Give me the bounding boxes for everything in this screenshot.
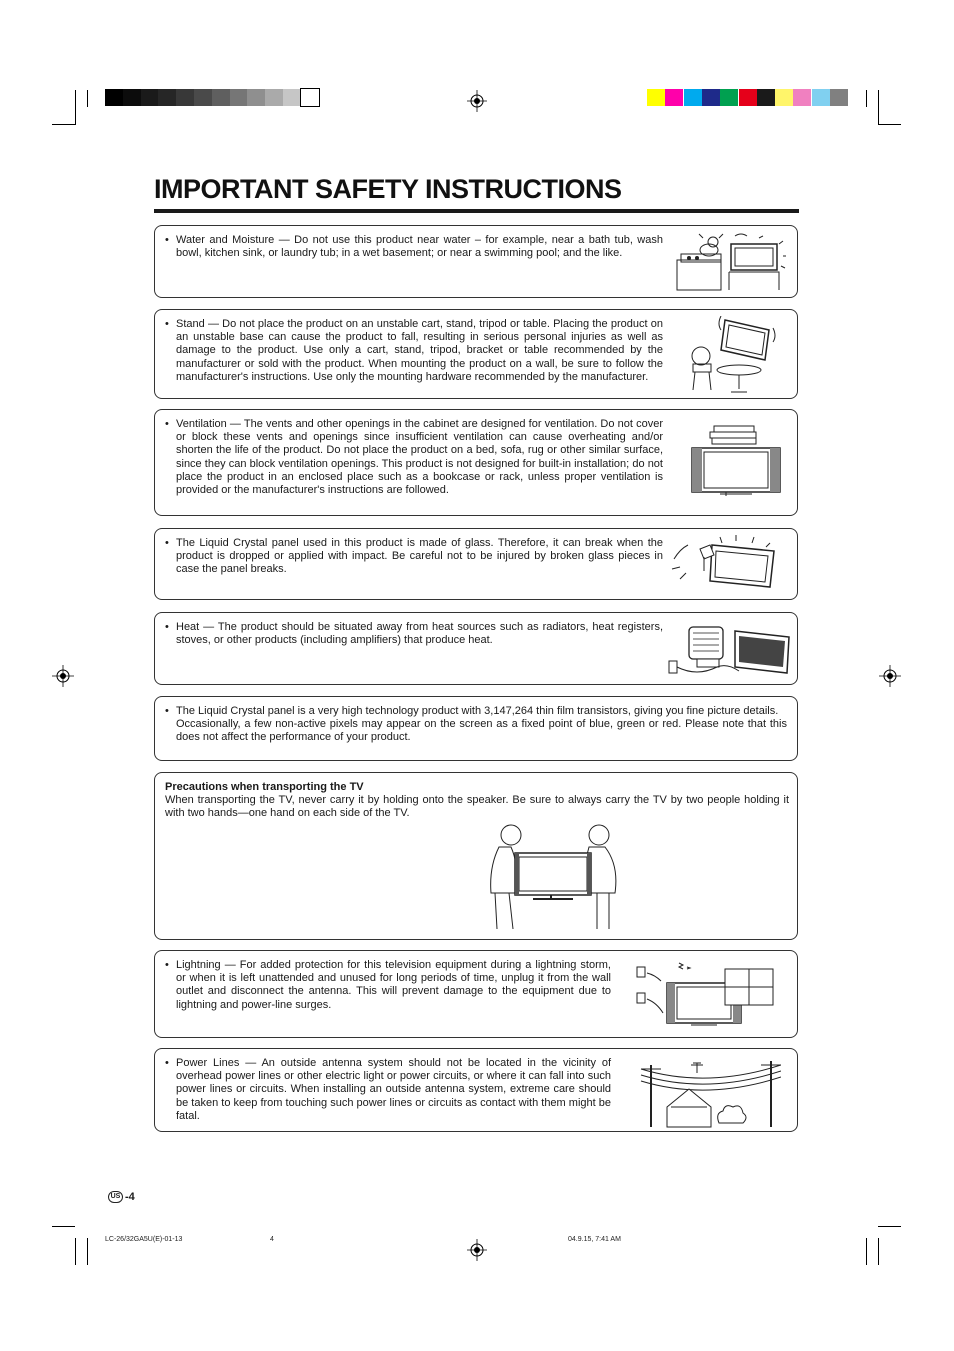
footer-file: LC-26/32GA5U(E)-01-13 xyxy=(105,1236,183,1243)
list-item xyxy=(165,705,787,745)
crop-mark xyxy=(878,1238,879,1265)
color-swatch xyxy=(684,89,702,106)
instruction-text: Lightning — For added protection for this television equipment during a lightning storm, or when it is left unattended and unused for long periods of time, unplug it from the wall outlet and disconnect the antenna. This will prevent damage to the equipment due to lightning and power-line surges. xyxy=(176,959,611,1011)
transport-heading: Precautions when transporting the TV xyxy=(165,781,364,793)
bullet: • xyxy=(165,959,169,971)
power-lines-illustration-icon xyxy=(637,1059,781,1129)
registration-mark-icon xyxy=(52,665,74,687)
page-number-text: -4 xyxy=(125,1191,135,1203)
color-swatch xyxy=(647,89,665,106)
covered-tv-illustration-icon xyxy=(690,422,782,502)
color-swatch xyxy=(757,89,775,106)
falling-tv-illustration-icon xyxy=(685,316,781,394)
crop-mark xyxy=(87,90,88,107)
crop-mark xyxy=(52,124,75,125)
crop-mark xyxy=(87,1238,88,1265)
bullet: • xyxy=(165,537,169,549)
gray-swatch xyxy=(105,89,123,106)
list-item xyxy=(165,621,663,647)
gray-swatch xyxy=(283,89,301,106)
color-swatch xyxy=(739,89,757,106)
impact-tv-illustration-icon xyxy=(670,535,782,595)
instruction-text: Ventilation — The vents and other openings in the cabinet are designed for ventilation. Do not cover or block these vents and openings since insufficient ventilation can cause overheating and/or shorten the life of the product. Do not place the product on a bed, sofa, rug or other similar surface, since they can block ventilation openings. This product is not designed for built-in installation; do not place the product in an enclosed place such as a bookcase or rack, unless proper ventilation is provided or the manufacturer's instructions are followed. xyxy=(176,418,663,497)
title-rule xyxy=(154,209,799,213)
page-number xyxy=(108,1191,135,1203)
color-swatch xyxy=(702,89,720,106)
instruction-text: When transporting the TV, never carry it by holding onto the speaker. Be sure to always carry the TV by two people holding it with two hands—one hand on each side of the TV. xyxy=(165,794,789,820)
safety-box-power-lines xyxy=(154,1048,798,1132)
gray-swatch xyxy=(301,89,319,106)
registration-mark-icon xyxy=(467,1239,487,1261)
gray-swatch xyxy=(230,89,248,106)
instruction-text: Power Lines — An outside antenna system should not be located in the vicinity of overhead power lines or other electric light or power circuits, or where it can fall into such power lines or circuits. When installing an outside antenna system, extreme care should be taken to keep from touching such power lines or circuits as contact with them might be fatal. xyxy=(176,1057,611,1122)
gray-swatch xyxy=(247,89,265,106)
registration-mark-icon xyxy=(467,90,487,112)
bathroom-tv-illustration-icon xyxy=(675,232,787,292)
page-title: IMPORTANT SAFETY INSTRUCTIONS xyxy=(154,174,622,204)
instruction-text: The Liquid Crystal panel is a very high technology product with 3,147,264 thin film transistors, giving you fine picture details. xyxy=(176,705,779,717)
bullet: • xyxy=(165,1057,169,1069)
instruction-text: The Liquid Crystal panel used in this product is made of glass. Therefore, it can break when the product is dropped or applied with impact. Be careful not to be injured by broken glass pieces in case the panel breaks. xyxy=(176,537,663,576)
bullet: • xyxy=(165,705,169,717)
gray-swatch xyxy=(141,89,159,106)
crop-mark xyxy=(75,90,76,125)
gray-swatch xyxy=(194,89,212,106)
color-swatch xyxy=(775,89,793,106)
safety-box-pixels xyxy=(154,696,798,761)
instruction-text: Water and Moisture — Do not use this product near water – for example, near a bath tub, wash bowl, kitchen sink, or laundry tub; in a wet basement; or near a swimming pool; and the like. xyxy=(176,234,663,260)
bullet: • xyxy=(165,418,169,430)
crop-mark xyxy=(878,124,901,125)
safety-box-transport xyxy=(154,772,798,940)
safety-box-heat xyxy=(154,612,798,685)
safety-box-lightning xyxy=(154,950,798,1038)
crop-mark xyxy=(52,1226,75,1227)
footer-page: 4 xyxy=(270,1236,274,1243)
crop-mark xyxy=(866,90,867,107)
crop-mark xyxy=(878,90,879,125)
bullet: • xyxy=(165,234,169,246)
bullet: • xyxy=(165,318,169,330)
list-item xyxy=(165,234,663,260)
color-swatch xyxy=(812,89,830,106)
bullet: • xyxy=(165,621,169,633)
two-people-carrying-tv-illustration-icon xyxy=(485,821,625,931)
gray-swatch xyxy=(212,89,230,106)
region-badge: US xyxy=(108,1191,123,1203)
safety-box-water xyxy=(154,225,798,298)
list-item xyxy=(165,418,663,497)
instruction-text: Stand — Do not place the product on an unstable cart, stand, tripod or table. Placing the product on an unstable base can cause the product to fall, resulting in serious personal injuries as well as damage to the product. Use only a cart, stand, tripod, bracket or table recommended by the manufacturer or sold with the product. When mounting the product on a wall, be sure to follow the manufacturer's instructions. Use only the mounting hardware recommended by the manufacturer. xyxy=(176,318,663,383)
list-item xyxy=(165,959,611,1012)
gray-swatch xyxy=(176,89,194,106)
safety-box-glass xyxy=(154,528,798,600)
crop-mark xyxy=(878,1226,901,1227)
registration-mark-icon xyxy=(879,665,901,687)
gray-swatch xyxy=(158,89,176,106)
footer-date: 04.9.15, 7:41 AM xyxy=(568,1236,621,1243)
crop-mark xyxy=(866,1238,867,1265)
color-swatch xyxy=(665,89,683,106)
safety-box-stand xyxy=(154,309,798,399)
gray-swatch xyxy=(265,89,283,106)
instruction-text: Heat — The product should be situated away from heat sources such as radiators, heat registers, stoves, or other products (including amplifiers) that produce heat. xyxy=(176,621,663,647)
color-swatch xyxy=(830,89,848,106)
color-swatch xyxy=(720,89,738,106)
gray-swatch xyxy=(123,89,141,106)
list-item xyxy=(165,1057,611,1123)
crop-mark xyxy=(75,1238,76,1265)
transport-text-block xyxy=(165,781,789,821)
instruction-text: Occasionally, a few non-active pixels may appear on the screen as a fixed point of blue, green or red. Please note that this does not affect the performance of your product. xyxy=(176,718,787,744)
safety-box-ventilation xyxy=(154,409,798,516)
list-item xyxy=(165,537,663,577)
color-swatch xyxy=(793,89,811,106)
list-item xyxy=(165,318,663,384)
heater-tv-illustration-icon xyxy=(667,621,791,681)
unplugged-tv-illustration-icon xyxy=(635,959,777,1031)
